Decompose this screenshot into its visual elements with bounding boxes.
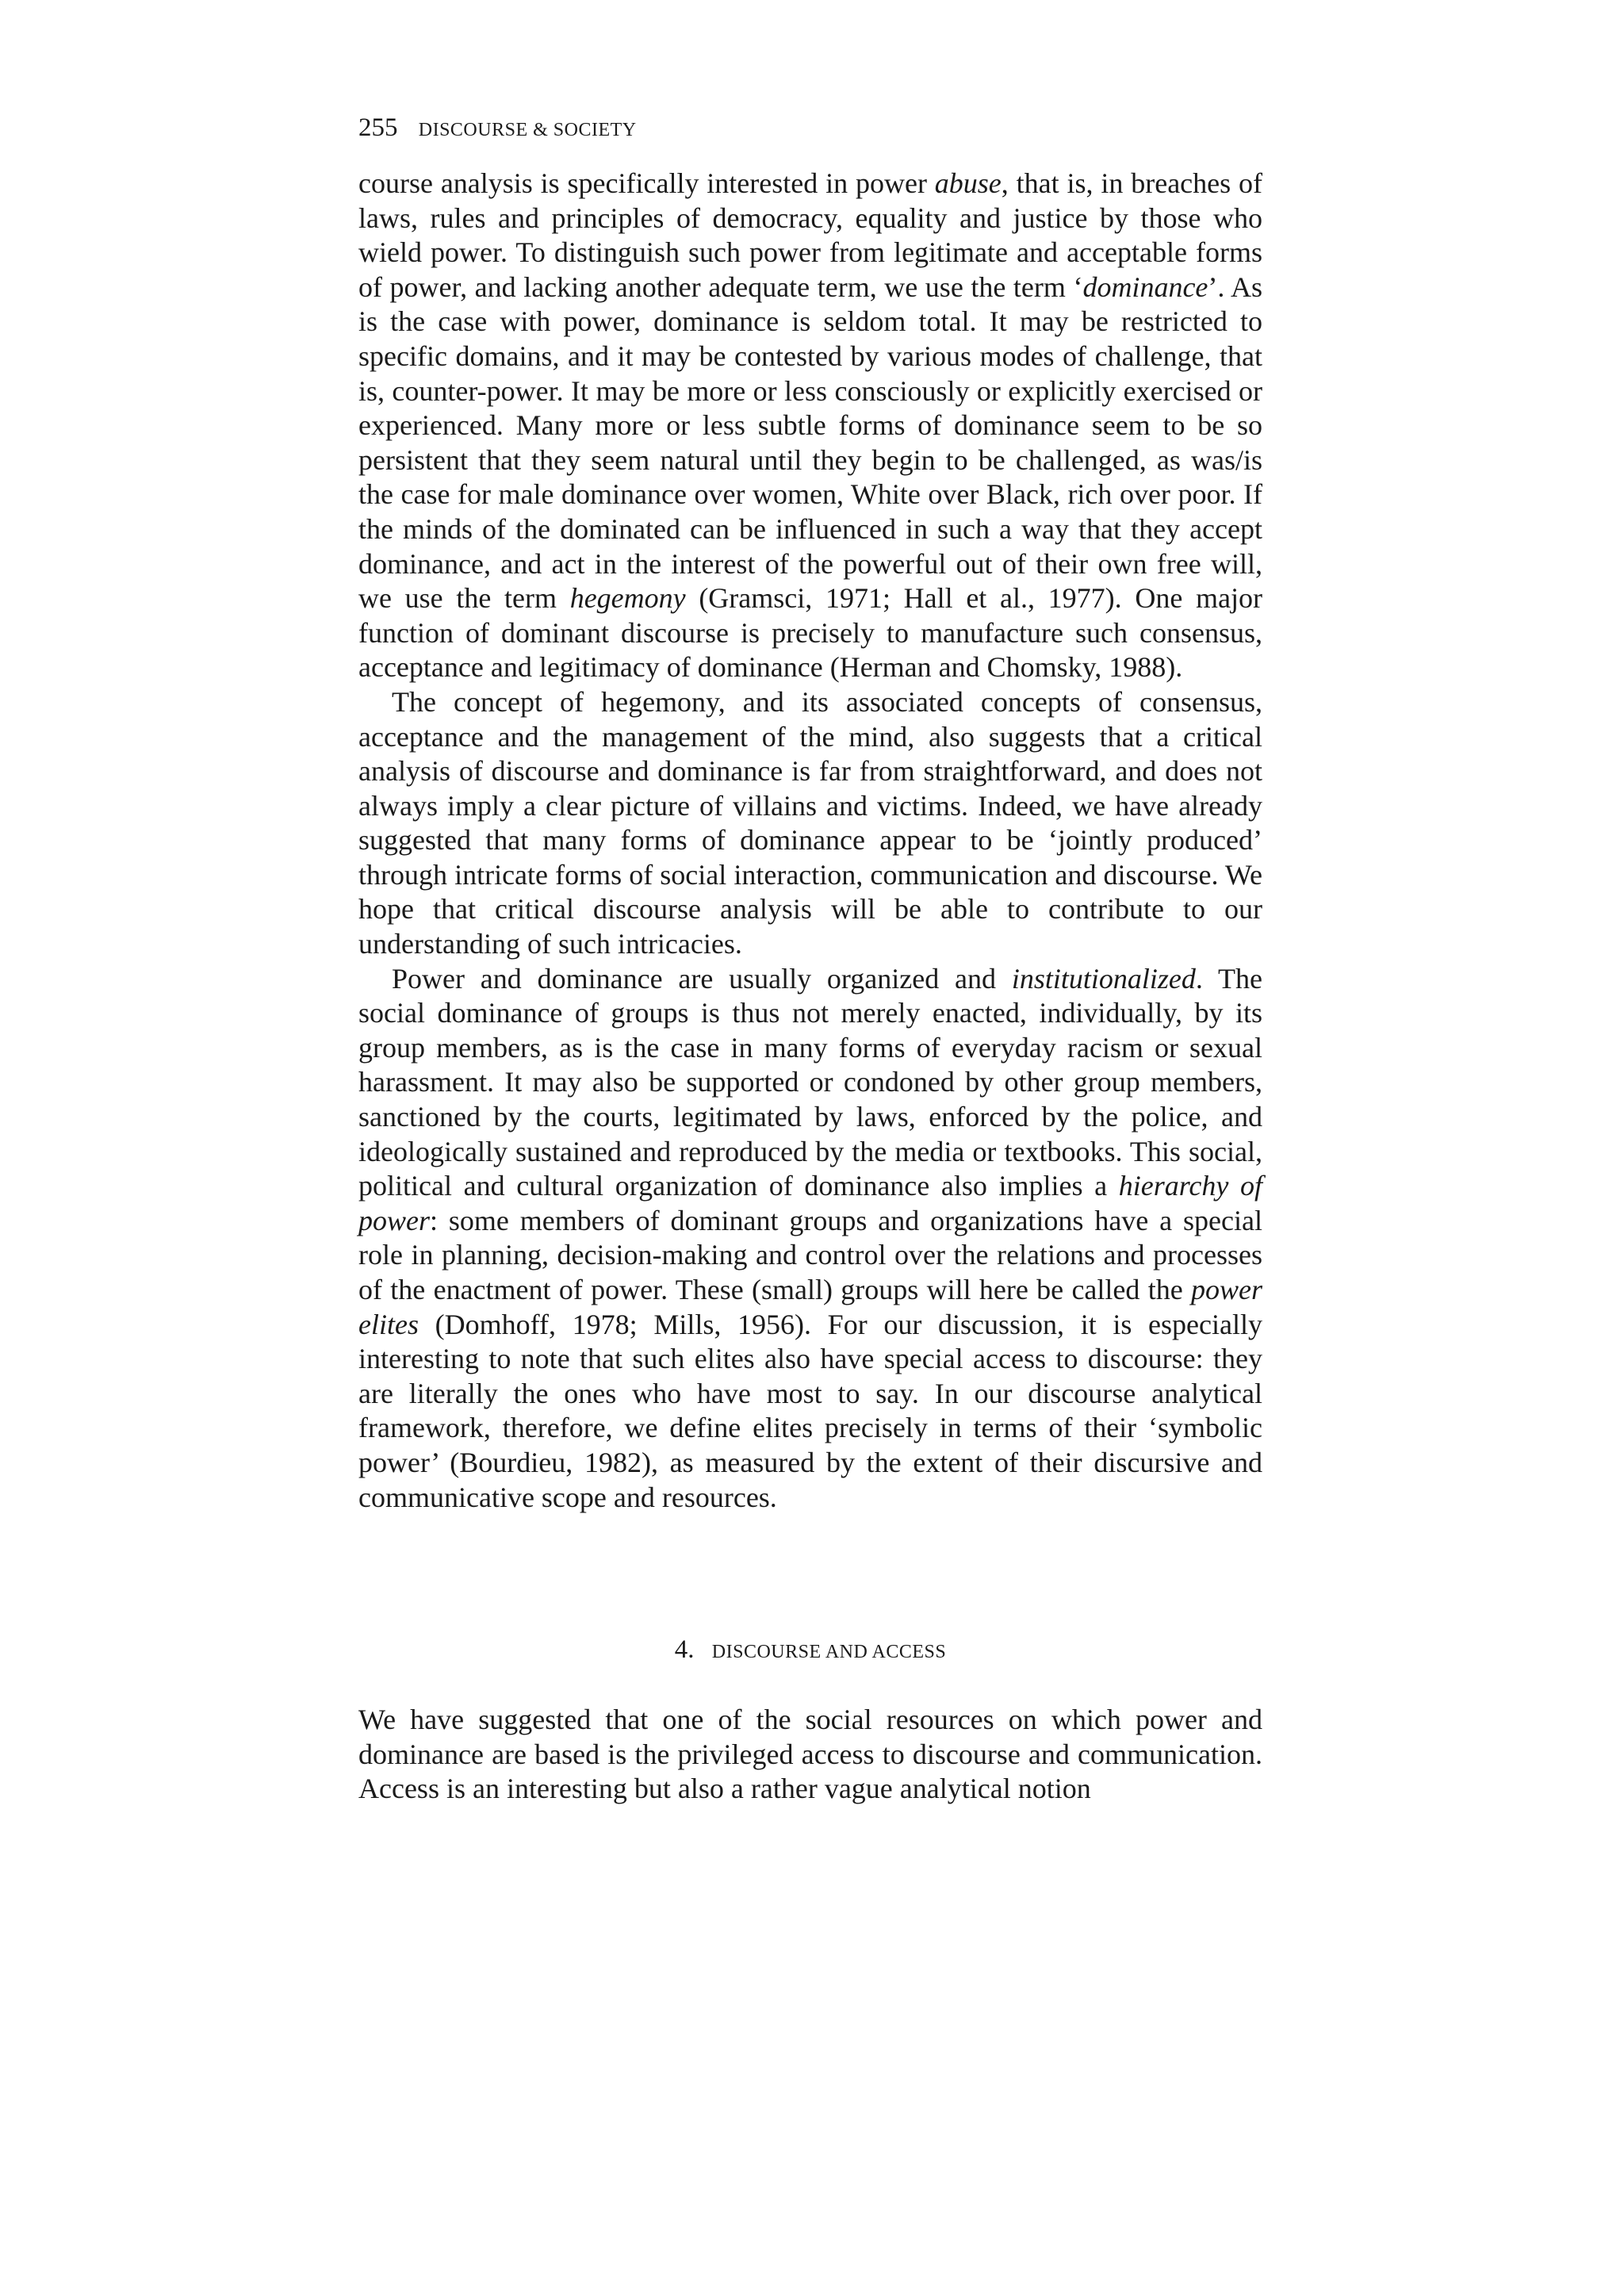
text-run: course analysis is specifically interested in power xyxy=(358,167,935,199)
journal-title: DISCOURSE & SOCIETY xyxy=(418,120,637,140)
section-heading xyxy=(358,1632,1262,1669)
page-number: 255 xyxy=(358,113,398,142)
text-run: (Gramsci, 1971; Hall et al., 1977). One major function of dominant discourse is precisely to manufacture such consensus, acceptance and legitimacy of dominance (Herman and Chomsky, 1988). xyxy=(358,582,1262,684)
running-header xyxy=(358,108,1262,148)
text-run: ’. As is the case with power, dominance is seldom total. It may be restricted to specific domains, and it may be contested by various modes of challenge, that is, counter-power. It may be more or less consciously or explicitly exercised or experienced. Many more or less subtle forms of dominance seem to be so persistent that they seem natural until they begin to be challenged, as was/is the case for male dominance over women, White over Black, rich over poor. If the minds of the dominated can be influenced in such a way that they accept dominance, and act in the interest of the powerful out of their own free will, we use the term xyxy=(358,270,1262,615)
text-run: Power and dominance are usually organized and xyxy=(392,962,1012,995)
text-run: (Domhoff, 1978; Mills, 1956). For our discussion, it is especially interesting to note that such elites also have special access to discourse: they are literally the ones who have most to say. In our discourse analytical framework, therefore, we define elites precisely in terms of their ‘symbolic power’ (Bourdieu, 1982), as measured by the extent of their discursive and communicative scope and resources. xyxy=(358,1308,1262,1513)
italic-term: hegemony xyxy=(569,582,686,615)
paragraph-2 xyxy=(358,685,1262,962)
section-number: 4. xyxy=(674,1635,695,1664)
text-run: , that is, in breaches of laws, rules and principles of democracy, equality and justice by those who wield power. To distinguish such power from legitimate and acceptable forms of power, and lacking another adequate term, we use the term ‘ xyxy=(358,167,1262,303)
text-run: . The social dominance of groups is thus not merely enacted, individually, by its group members, as is the case in many forms of everyday racism or sexual harassment. It may also be supported or condoned by other group members, sanctioned by the courts, legitimated by laws, enforced by the police, and ideologically sustained and reproduced by the media or textbooks. This social, political and cultural organization of dominance also implies a xyxy=(358,962,1262,1202)
section-title: DISCOURSE AND ACCESS xyxy=(711,1642,947,1662)
text-run: : some members of dominant groups and organizations have a special role in planning, decision-making and control over the relations and processes of the enactment of power. These (small) groups will here be called the xyxy=(358,1204,1262,1305)
section-paragraph: We have suggested that one of the social resources on which power and dominance are based is the privileged access to discourse and communication. Access is an interesting but also a rather vague analytical notion xyxy=(358,1704,1262,1805)
paragraph-3 xyxy=(358,962,1262,1516)
italic-term: abuse xyxy=(934,167,1002,199)
body-text xyxy=(358,167,1262,1515)
italic-term: hierarchy of power xyxy=(358,1170,1263,1236)
section-body-text xyxy=(358,1703,1262,1807)
italic-term: power elites xyxy=(358,1274,1262,1340)
italic-term: dominance xyxy=(1082,270,1208,303)
italic-term: institutionalized xyxy=(1011,962,1196,995)
paragraph-1 xyxy=(358,167,1262,685)
text-run: The concept of hegemony, and its associated concepts of consensus, acceptance and the management of the mind, also suggests that a critical analysis of discourse and dominance is far from straightforward, and does not always imply a clear picture of villains and victims. Indeed, we have already suggested that many forms of dominance appear to be ‘jointly produced’ through intricate forms of social interaction, communication and discourse. We hope that critical discourse analysis will be able to contribute to our understanding of such intricacies. xyxy=(358,685,1262,960)
